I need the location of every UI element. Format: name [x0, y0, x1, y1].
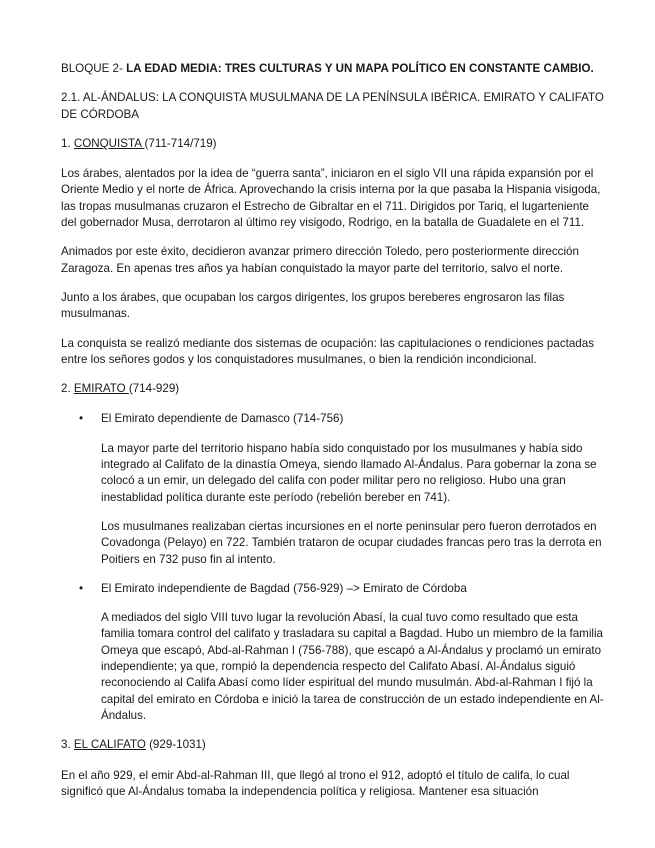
emirato-paragraph: Los musulmanes realizaban ciertas incursiones en el norte peninsular pero fueron derrotados en Covadonga (Pelayo) en 722. También trataron de ocupar ciudades francas pero tras la derrota en Poitiers en 732 puso fin al intento. [101, 519, 602, 566]
emirato-label: EMIRATO [73, 382, 129, 396]
califato-number: 3. [61, 738, 74, 752]
block-title-bold: LA EDAD MEDIA: TRES CULTURAS Y UN MAPA POLÍTICO EN CONSTANTE CAMBIO. [126, 62, 594, 75]
conquista-label: CONQUISTA [73, 136, 145, 150]
emirato-bullet-item [61, 581, 605, 597]
emirato-number: 2. [61, 382, 74, 396]
block-title [61, 61, 605, 77]
califato-heading [61, 737, 605, 753]
emirato-paragraph: La mayor parte del territorio hispano había sido conquistado por los musulmanes y había sido integrado al Califato de la dinastía Omeya, siendo llamado Al-Ándalus. Para gobernar la zona se colocó a un emir, un delegado del califa con poder militar pero no religioso. Hubo una gran inestablidad política durante este período (rebelión bereber en 741). [101, 441, 597, 504]
bullet-marker: • [79, 412, 84, 426]
conquista-paragraph: Junto a los árabes, que ocupaban los cargos dirigentes, los grupos bereberes engrosaron las filas musulmanas. [61, 290, 565, 321]
block-prefix: BLOQUE 2- [61, 62, 127, 75]
emirato-paragraph: A mediados del siglo VIII tuvo lugar la revolución Abasí, la cual tuvo como resultado que esta familia tomara control del califato y trasladara su capital a Bagdad. Hubo un miembro de la familia Omeya que escapó, Abd-al-Rahman I (756-788), que escapó a Al-Ándalus y proclamó un emirato independiente; ya que, rompió la dependencia respecto del Califato Abasí. Al-Ándalus siguió reconociendo al Califa Abasí como líder espiritual del mundo musulmán. Abd-al-Rahman I fijó la capital del emirato en Córdoba e inició la tarea de construcción de un estado independiente en Al-Ándalus. [101, 611, 604, 722]
califato-label: EL CALIFATO [73, 738, 146, 752]
conquista-dates: (711-714/719) [144, 136, 217, 150]
emirato-bullet-item [61, 411, 605, 427]
conquista-paragraph: Los árabes, alentados por la idea de “guerra santa”, iniciaron en el siglo VII una rápida expansión por el Oriente Medio y el norte de África. Aprovechando la crisis interna por la que pasaba la Hispania visigoda, las tropas musulmanas cruzaron el Estrecho de Gibraltar en el 711. Dirigidos por Tariq, el lugarteniente del gobernador Musa, derrotaron al último rey visigodo, Rodrigo, en la batalla de Guadalete en el 711. [61, 167, 601, 230]
califato-dates: (929-1031) [145, 738, 206, 752]
emirato-heading [61, 381, 605, 397]
bullet-title: El Emirato dependiente de Damasco (714-756) [101, 412, 344, 426]
conquista-paragraph: La conquista se realizó mediante dos sistemas de ocupación: las capitulaciones o rendiciones pactadas entre los señores godos y los conquistadores musulmanes, o bien la rendición incondicional. [61, 336, 594, 366]
califato-paragraph: En el año 929, el emir Abd-al-Rahman III, que llegó al trono el 912, adoptó el título de califa, lo cual significó que Al-Ándalus tomaba la independencia política y religiosa. Mantener esa situación [61, 768, 570, 798]
conquista-number: 1. [61, 136, 74, 150]
section-title: 2.1. AL-ÁNDALUS: LA CONQUISTA MUSULMANA DE LA PENÍNSULA IBÉRICA. EMIRATO Y CALIFATO DE CÓRDOBA [61, 91, 604, 121]
conquista-paragraph: Animados por este éxito, decidieron avanzar primero dirección Toledo, pero posteriormente dirección Zaragoza. En apenas tres años ya habían conquistado la mayor parte del territorio, salvo el norte. [61, 245, 579, 275]
bullet-marker: • [79, 581, 84, 595]
bullet-title: El Emirato independiente de Bagdad (756-929) –> Emirato de Córdoba [101, 581, 467, 595]
emirato-dates: (714-929) [128, 382, 180, 396]
conquista-heading [61, 136, 605, 152]
